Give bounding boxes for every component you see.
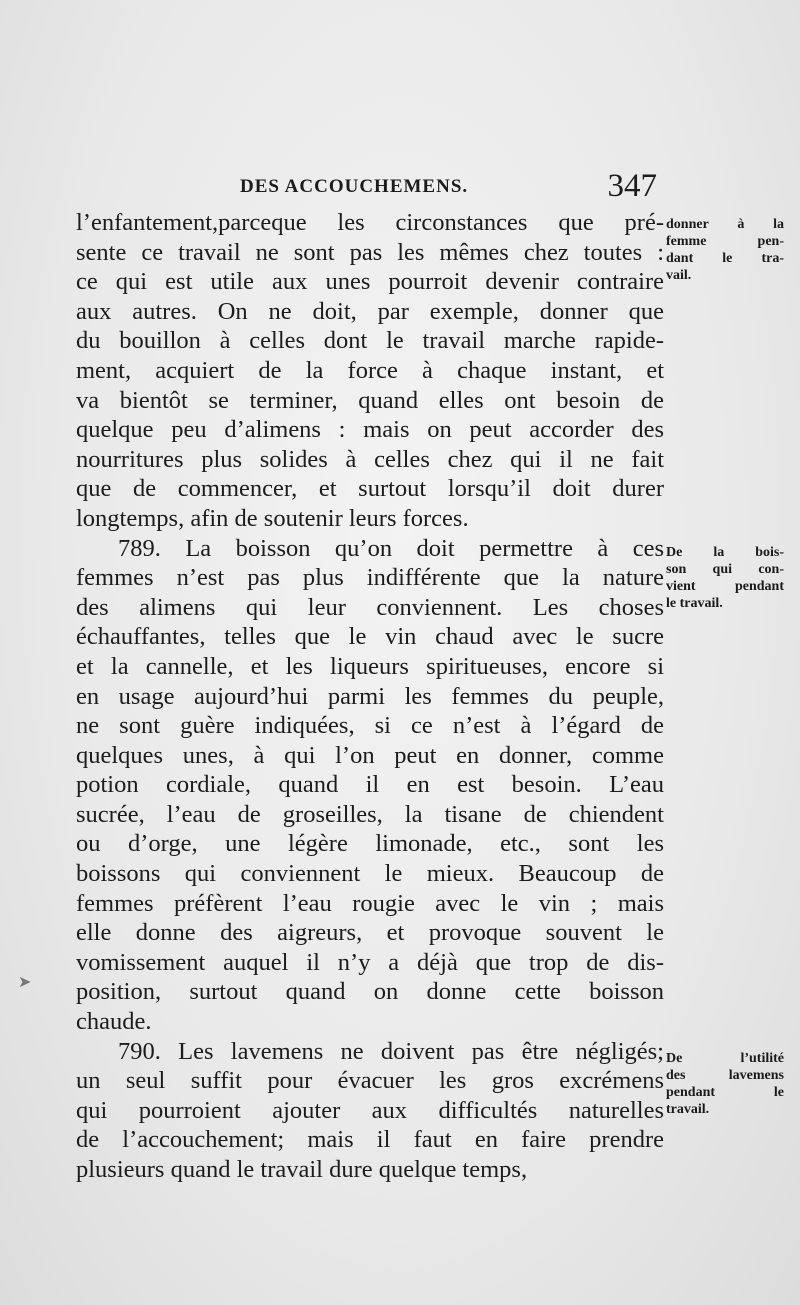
text-line: en usage aujourd’hui parmi les femmes du peuple,	[76, 682, 664, 710]
margin-note-line: son qui con-	[666, 562, 784, 577]
text-line: du bouillon à celles dont le travail marche rapide-	[76, 327, 664, 355]
text-line: nourritures plus solides à celles chez qui il ne fait	[76, 445, 664, 473]
text-line: potion cordiale, quand il en est besoin. L’eau	[76, 771, 664, 799]
margin-smudge-icon: ➤	[18, 974, 32, 991]
margin-note-line: des lavemens	[666, 1068, 784, 1083]
text-line: quelque peu d’alimens : mais on peut accorder des	[76, 416, 664, 444]
text-line: et la cannelle, et les liqueurs spiritueuses, encore si	[76, 652, 664, 680]
text-line: femmes préfèrent l’eau rougie avec le vin ; mais	[76, 889, 664, 917]
margin-note-line: dant le tra-	[666, 251, 784, 266]
margin-note-line: pendant le	[666, 1085, 784, 1100]
text-line: de l’accouchement; mais il faut en faire prendre	[76, 1126, 664, 1154]
body-text	[76, 208, 664, 1185]
text-line: elle donne des aigreurs, et provoque souvent le	[76, 919, 664, 947]
text-line: ne sont guère indiquées, si ce n’est à l’égard de	[76, 712, 664, 740]
text-line: un seul suffit pour évacuer les gros excrémens	[76, 1067, 664, 1095]
margin-note-line: vient pendant	[666, 579, 784, 594]
text-line: chaude.	[76, 1008, 152, 1036]
margin-note-enemas	[666, 1050, 784, 1118]
page-number: 347	[607, 168, 657, 204]
margin-note-line: De l’utilité	[666, 1051, 784, 1066]
text-line: qui pourroient ajouter aux difficultés naturelles	[76, 1096, 664, 1124]
text-line: échauffantes, telles que le vin chaud avec le sucre	[76, 623, 664, 651]
text-line: va bientôt se terminer, quand elles ont besoin de	[76, 386, 664, 414]
paragraph-789-start: 789. La boisson qu’on doit permettre à ces	[118, 534, 664, 562]
text-line: ment, acquiert de la force à chaque instant, et	[76, 356, 664, 384]
text-line: vomissement auquel il n’y a déjà que trop de dis-	[76, 948, 664, 976]
margin-note-line: femme pen-	[666, 234, 784, 249]
paragraph-790-start: 790. Les lavemens ne doivent pas être négligés;	[118, 1037, 664, 1065]
text-line: que de commencer, et surtout lorsqu’il doit durer	[76, 475, 664, 503]
margin-note-line: De la bois-	[666, 545, 784, 560]
text-line: position, surtout quand on donne cette boisson	[76, 978, 664, 1006]
margin-note-diet	[666, 216, 784, 284]
text-line: des alimens qui leur conviennent. Les choses	[76, 593, 664, 621]
text-line: plusieurs quand le travail dure quelque temps,	[76, 1156, 528, 1183]
margin-note-line: travail.	[666, 1102, 710, 1117]
text-line: boissons qui conviennent le mieux. Beaucoup de	[76, 860, 664, 888]
text-line: ce qui est utile aux unes pourroit devenir contraire	[76, 268, 664, 296]
text-line: longtemps, afin de soutenir leurs forces.	[76, 504, 469, 532]
text-line: femmes n’est pas plus indifférente que la nature	[76, 564, 664, 592]
running-title: DES ACCOUCHEMENS.	[240, 176, 469, 197]
text-line: sente ce travail ne sont pas les mêmes chez toutes :	[76, 238, 664, 266]
margin-note-line: le travail.	[666, 596, 723, 611]
page-header	[240, 168, 660, 208]
text-line: l’enfantement,parceque les circonstances que pré-	[76, 209, 664, 236]
text-line: aux autres. On ne doit, par exemple, donner que	[76, 297, 664, 325]
margin-note-drink	[666, 544, 784, 612]
margin-note-line: vail.	[666, 268, 692, 283]
text-line: sucrée, l’eau de groseilles, la tisane de chiendent	[76, 800, 664, 828]
text-line: ou d’orge, une légère limonade, etc., sont les	[76, 830, 664, 858]
margin-note-line: donner à la	[666, 217, 784, 232]
text-line: quelques unes, à qui l’on peut en donner, comme	[76, 741, 664, 769]
